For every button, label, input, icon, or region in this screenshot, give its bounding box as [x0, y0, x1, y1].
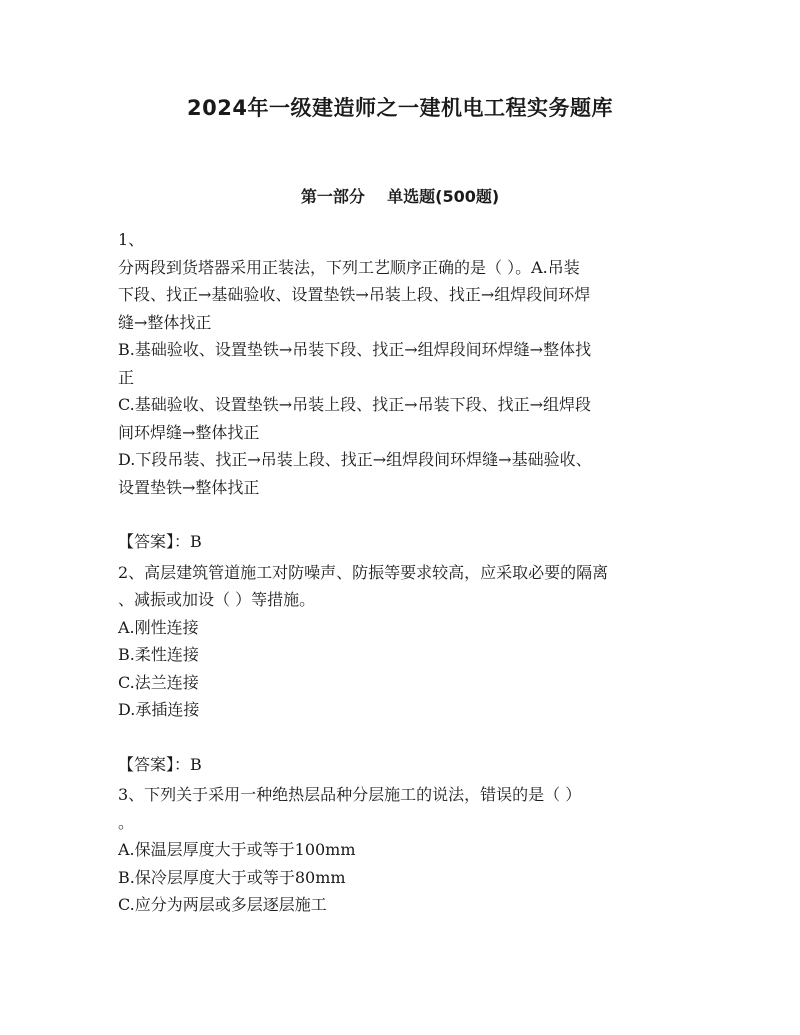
option-d-continued: 设置垫铁→整体找正	[118, 477, 260, 497]
option-c: C.基础验收、设置垫铁→吊装上段、找正→吊装下段、找正→组焊段	[118, 395, 591, 414]
question-stem-line: 分两段到货塔器采用正装法，下列工艺顺序正确的是（ ）。A.吊装	[118, 257, 580, 277]
question-stem-line: 缝→整体找正	[118, 312, 212, 332]
option-c-continued: 间环焊缝→整体找正	[118, 422, 260, 442]
answer-label: 【答案】：B	[118, 532, 202, 551]
question-2	[118, 559, 678, 782]
question-stem-line: 3、下列关于采用一种绝热层品种分层施工的说法，错误的是（ ）	[118, 785, 582, 804]
option-d: D.承插连接	[118, 700, 200, 719]
option-b: B.基础验收、设置垫铁→吊装下段、找正→组焊段间环焊缝→整体找	[118, 340, 592, 359]
option-b: B.保冷层厚度大于或等于80mm	[118, 867, 346, 887]
option-b: B.柔性连接	[118, 645, 199, 664]
question-stem-line: 、减振或加设（ ）等措施。	[118, 590, 316, 609]
option-a: A.刚性连接	[118, 617, 199, 637]
question-1	[118, 226, 678, 559]
page-title: 2024年一级建造师之一建机电工程实务题库	[187, 96, 613, 120]
question-list	[118, 226, 678, 919]
question-number: 1、	[118, 230, 145, 249]
question-stem-line: 。	[118, 812, 135, 832]
option-a: A.保温层厚度大于或等于100mm	[118, 840, 356, 859]
answer-label: 【答案】：B	[118, 754, 202, 774]
question-3	[118, 781, 678, 919]
spacer	[118, 501, 678, 528]
option-c: C.应分为两层或多层逐层施工	[118, 895, 327, 914]
section-title: 第一部分 单选题(500题)	[300, 187, 500, 206]
option-d: D.下段吊装、找正→吊装上段、找正→组焊段间环焊缝→基础验收、	[118, 450, 592, 469]
question-stem-line: 下段、找正→基础验收、设置垫铁→吊装上段、找正→组焊段间环焊	[118, 285, 591, 304]
question-stem-line: 2、高层建筑管道施工对防噪声、防振等要求较高，应采取必要的隔离	[118, 562, 609, 582]
spacer	[118, 724, 678, 751]
option-c: C.法兰连接	[118, 672, 199, 692]
option-b-continued: 正	[118, 367, 135, 387]
